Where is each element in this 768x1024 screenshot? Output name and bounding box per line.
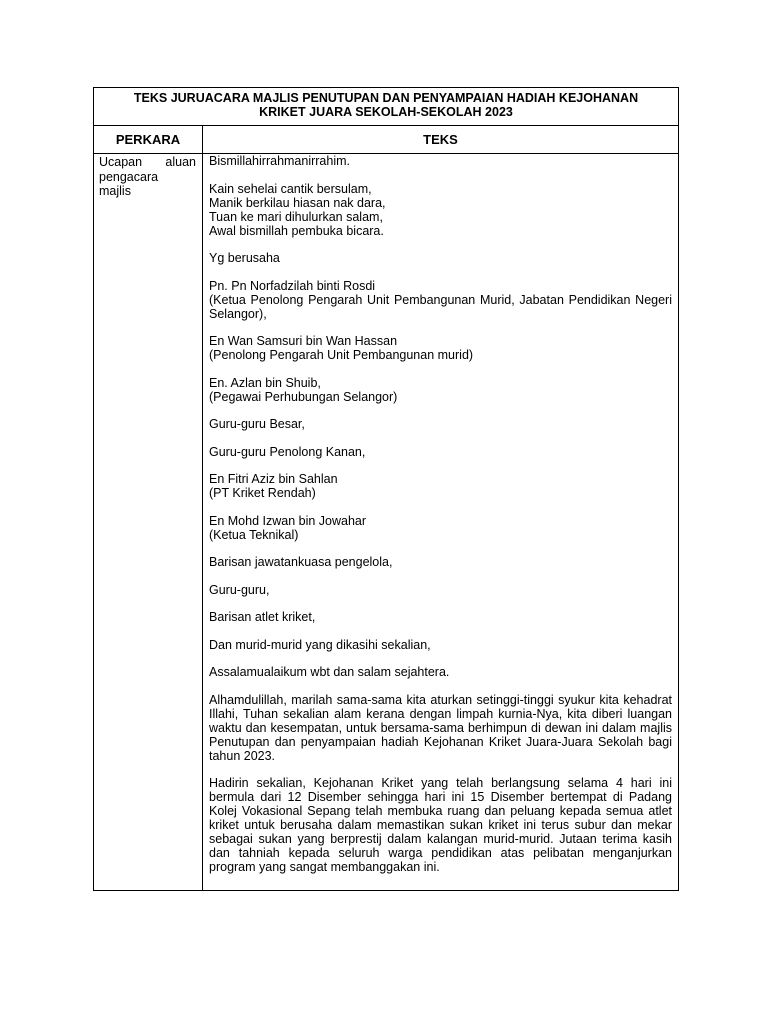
title-row: [94, 88, 679, 126]
paragraph-1: Alhamdulillah, marilah sama-sama kita aturkan setinggi-tinggi syukur kita kehadrat Illahi, Tuhan sekalian alam kerana dengan limpah kurnia-Nya, kita diberi luangan waktu dan kesempatan, untuk bersama-sama berhimpun di dewan ini dalam majlis Penutupan dan penyampaian hadiah Kejohanan Kriket Juara-Juara Sekolah bagi tahun 2023.: [209, 692, 672, 763]
guest-4-name: En Fitri Aziz bin Sahlan: [209, 472, 338, 486]
perkara-line-1: [99, 155, 196, 170]
pantun-line-2: Manik berkilau hiasan nak dara,: [209, 195, 386, 210]
barisan-jawatankuasa: Barisan jawatankuasa pengelola,: [209, 555, 393, 569]
guest-2-role: (Penolong Pengarah Unit Pembangunan murid): [209, 348, 474, 362]
paragraph-2: Hadirin sekalian, Kejohanan Kriket yang telah berlangsung selama 4 hari ini bermula dari 12 Disember sehingga hari ini 15 Disember bertempat di Padang Kolej Vokasional Sepang telah membuka ruang dan peluang kepada semua atlet kriket untuk berusaha dalam memastikan sukan kriket ini terus subur dan mekar sebagai sukan yang berprestij dalam kalangan murid-murid. Jutaan terima kasih dan tahniah kepada seluruh warga pendidikan atas pelibatan menganjurkan program yang sangat membanggakan ini.: [209, 776, 672, 874]
guest-4-role: (PT Kriket Rendah): [209, 486, 316, 500]
guru-guru: Guru-guru,: [209, 582, 270, 597]
guru-besar: Guru-guru Besar,: [209, 417, 305, 431]
guest-1-role: (Ketua Penolong Pengarah Unit Pembangunan Murid, Jabatan Pendidikan Negeri Selangor),: [209, 292, 672, 321]
teks-cell: [203, 154, 679, 891]
column-header-perkara: PERKARA: [94, 126, 203, 154]
perkara-word-1: Ucapan: [99, 155, 143, 169]
script-table: [93, 87, 679, 891]
pantun-line-3: Tuan ke mari dihulurkan salam,: [209, 209, 383, 224]
guest-4: [209, 472, 672, 500]
document-title: [94, 88, 679, 126]
guest-5-role: (Ketua Teknikal): [209, 527, 299, 542]
pantun-line-4: Awal bismillah pembuka bicara.: [209, 223, 384, 238]
column-header-teks: TEKS: [203, 126, 679, 154]
title-line-2: KRIKET JUARA SEKOLAH-SEKOLAH 2023: [259, 105, 513, 119]
guest-3-role: (Pegawai Perhubungan Selangor): [209, 389, 398, 404]
guest-5-name: En Mohd Izwan bin Jowahar: [209, 513, 367, 528]
guest-5: [209, 514, 672, 542]
salam: Assalamualaikum wbt dan salam sejahtera.: [209, 665, 450, 679]
guru-penolong-kanan: Guru-guru Penolong Kanan,: [209, 444, 366, 459]
perkara-word-2: aluan: [165, 155, 196, 169]
guest-2-name: En Wan Samsuri bin Wan Hassan: [209, 334, 398, 348]
perkara-line-3: majlis: [99, 184, 131, 198]
perkara-line-2: pengacara: [99, 169, 159, 184]
guest-2: [209, 334, 672, 362]
guest-1: [209, 279, 672, 321]
murid-murid: Dan murid-murid yang dikasihi sekalian,: [209, 637, 431, 652]
opening-text: Bismillahirrahmanirrahim.: [209, 154, 351, 168]
content-row: [94, 154, 679, 891]
yg-berusaha: Yg berusaha: [209, 251, 280, 265]
pantun-line-1: Kain sehelai cantik bersulam,: [209, 181, 372, 196]
title-line-1: TEKS JURUACARA MAJLIS PENUTUPAN DAN PENYAMPAIAN HADIAH KEJOHANAN: [133, 91, 639, 105]
pantun: [209, 182, 672, 238]
guest-3: [209, 376, 672, 404]
header-row: [94, 126, 679, 154]
guest-1-name: Pn. Pn Norfadzilah binti Rosdi: [209, 278, 376, 293]
barisan-atlet: Barisan atlet kriket,: [209, 610, 316, 624]
guest-3-name: En. Azlan bin Shuib,: [209, 375, 321, 390]
perkara-cell: [94, 154, 203, 891]
